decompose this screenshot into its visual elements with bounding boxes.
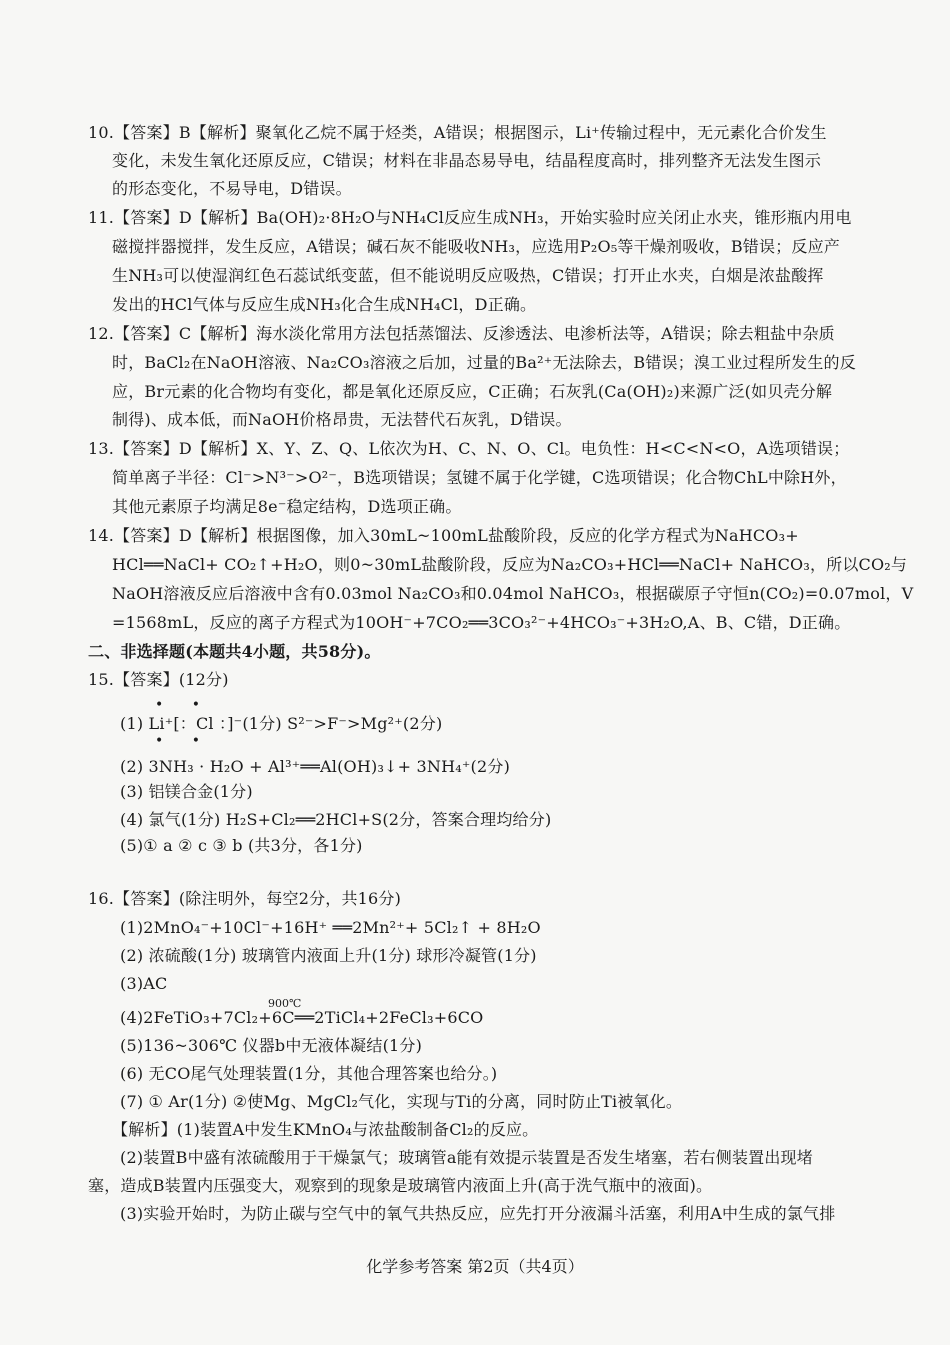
q15-part-1: (1) Li⁺[：Cl ：]⁻(1分) S²⁻>F⁻>Mg²⁺(2分) xyxy=(120,714,443,733)
q15-part-3: (3) 铝镁合金(1分) xyxy=(120,782,253,801)
q12-line-1: 12.【答案】C【解析】海水淡化常用方法包括蒸馏法、反渗透法、电渗析法等，A错误；除去粗盐中杂质 xyxy=(88,324,835,343)
q13-line-1: 13.【答案】D【解析】X、Y、Z、Q、L依次为H、C、N、O、Cl。电负性：H<C<N<O，A选项错误； xyxy=(88,439,850,458)
q16-part-1: (1)2MnO₄⁻+10Cl⁻+16H⁺ ══2Mn²⁺+ 5Cl₂↑ + 8H₂O xyxy=(120,918,541,937)
page-footer: 化学参考答案 第2页（共4页） xyxy=(366,1257,584,1276)
q16-analysis-4: (3)实验开始时，为防止碳与空气中的氧气共热反应，应先打开分液漏斗活塞，利用A中生成的氯气排 xyxy=(120,1204,836,1223)
electron-dots-top: • • xyxy=(155,697,212,713)
q16-part-2: (2) 浓硫酸(1分) 玻璃管内液面上升(1分) 球形冷凝管(1分) xyxy=(120,946,537,965)
q14-line-2: HCl══NaCl+ CO₂↑+H₂O，则0~30mL盐酸阶段，反应为Na₂CO₃+HCl══NaCl+ NaHCO₃，所以CO₂与 xyxy=(112,555,908,574)
q11-line-2: 磁搅拌器搅拌，发生反应，A错误；碱石灰不能吸收NH₃，应选用P₂O₅等干燥剂吸收，B错误；反应产 xyxy=(112,237,840,256)
q14-line-1: 14.【答案】D【解析】根据图像，加入30mL~100mL盐酸阶段，反应的化学方程式为NaHCO₃+ xyxy=(88,526,799,545)
q11-line-3: 生NH₃可以使湿润红色石蕊试纸变蓝，但不能说明反应吸热，C错误；打开止水夹，白烟是浓盐酸挥 xyxy=(112,266,824,285)
section-heading: 二、非选择题(本题共4小题，共58分)。 xyxy=(88,642,381,661)
electron-dots-bottom: • • xyxy=(155,733,212,749)
q16-part-7: (7) ① Ar(1分) ②使Mg、MgCl₂气化，实现与Ti的分离，同时防止Ti被氧化。 xyxy=(120,1092,683,1111)
q16-part-3: (3)AC xyxy=(120,974,168,993)
q11-line-1: 11.【答案】D【解析】Ba(OH)₂·8H₂O与NH₄Cl反应生成NH₃，开始实验时应关闭止水夹，锥形瓶内用电 xyxy=(88,208,852,227)
q15-part-5: (5)① a ② c ③ b (共3分，各1分) xyxy=(120,836,363,855)
q16-analysis-1: 【解析】(1)装置A中发生KMnO₄与浓盐酸制备Cl₂的反应。 xyxy=(112,1120,539,1139)
q15-part-4: (4) 氯气(1分) H₂S+Cl₂══2HCl+S(2分，答案合理均给分) xyxy=(120,810,552,829)
q12-line-3: 应，Br元素的化合物均有变化，都是氧化还原反应，C正确；石灰乳(Ca(OH)₂)来源广泛(如贝壳分解 xyxy=(112,382,833,401)
q11-line-4: 发出的HCl气体与反应生成NH₃化合生成NH₄Cl，D正确。 xyxy=(112,295,537,314)
q10-line-2: 变化，未发生氧化还原反应，C错误；材料在非晶态易导电，结晶程度高时，排列整齐无法发生图示 xyxy=(112,151,822,170)
q14-line-4: =1568mL，反应的离子方程式为10OH⁻+7CO₂══3CO₃²⁻+4HCO₃⁻+3H₂O,A、B、C错，D正确。 xyxy=(112,613,851,632)
q14-line-3: NaOH溶液反应后溶液中含有0.03mol Na₂CO₃和0.04mol NaHCO₃，根据碳原子守恒n(CO₂)=0.07mol，V xyxy=(112,584,914,603)
q13-line-3: 其他元素原子均满足8e⁻稳定结构，D选项正确。 xyxy=(112,497,462,516)
q10-line-3: 的形态变化，不易导电，D错误。 xyxy=(112,179,352,198)
q12-line-2: 时，BaCl₂在NaOH溶液、Na₂CO₃溶液之后加，过量的Ba²⁺无法除去，B错误；溴工业过程所发生的反 xyxy=(112,353,856,372)
q12-line-4: 制得)、成本低，而NaOH价格昂贵，无法替代石灰乳，D错误。 xyxy=(112,410,572,429)
reaction-condition: 900℃ xyxy=(268,997,302,1010)
q16-header: 16.【答案】(除注明外，每空2分，共16分) xyxy=(88,889,402,908)
q10-line-1: 10.【答案】B【解析】聚氧化乙烷不属于烃类，A错误；根据图示，Li⁺传输过程中，无元素化合价发生 xyxy=(88,123,827,142)
q16-analysis-2: (2)装置B中盛有浓硫酸用于干燥氯气；玻璃管a能有效提示装置是否发生堵塞，若右侧装置出现堵 xyxy=(120,1148,813,1167)
q16-part-4: (4)2FeTiO₃+7Cl₂+6C══2TiCl₄+2FeCl₃+6CO xyxy=(120,1008,484,1027)
q16-part-6: (6) 无CO尾气处理装置(1分，其他合理答案也给分。) xyxy=(120,1064,498,1083)
q16-part-5: (5)136~306℃ 仪器b中无液体凝结(1分) xyxy=(120,1036,423,1055)
q13-line-2: 简单离子半径：Cl⁻>N³⁻>O²⁻，B选项错误；氢键不属于化学键，C选项错误；化合物ChL中除H外， xyxy=(112,468,847,487)
q15-header: 15.【答案】(12分) xyxy=(88,670,229,689)
q15-part-2: (2) 3NH₃ · H₂O + Al³⁺══Al(OH)₃↓+ 3NH₄⁺(2分) xyxy=(120,757,511,776)
q16-analysis-3: 塞，造成B装置内压强变大，观察到的现象是玻璃管内液面上升(高于洗气瓶中的液面)。 xyxy=(88,1176,713,1195)
